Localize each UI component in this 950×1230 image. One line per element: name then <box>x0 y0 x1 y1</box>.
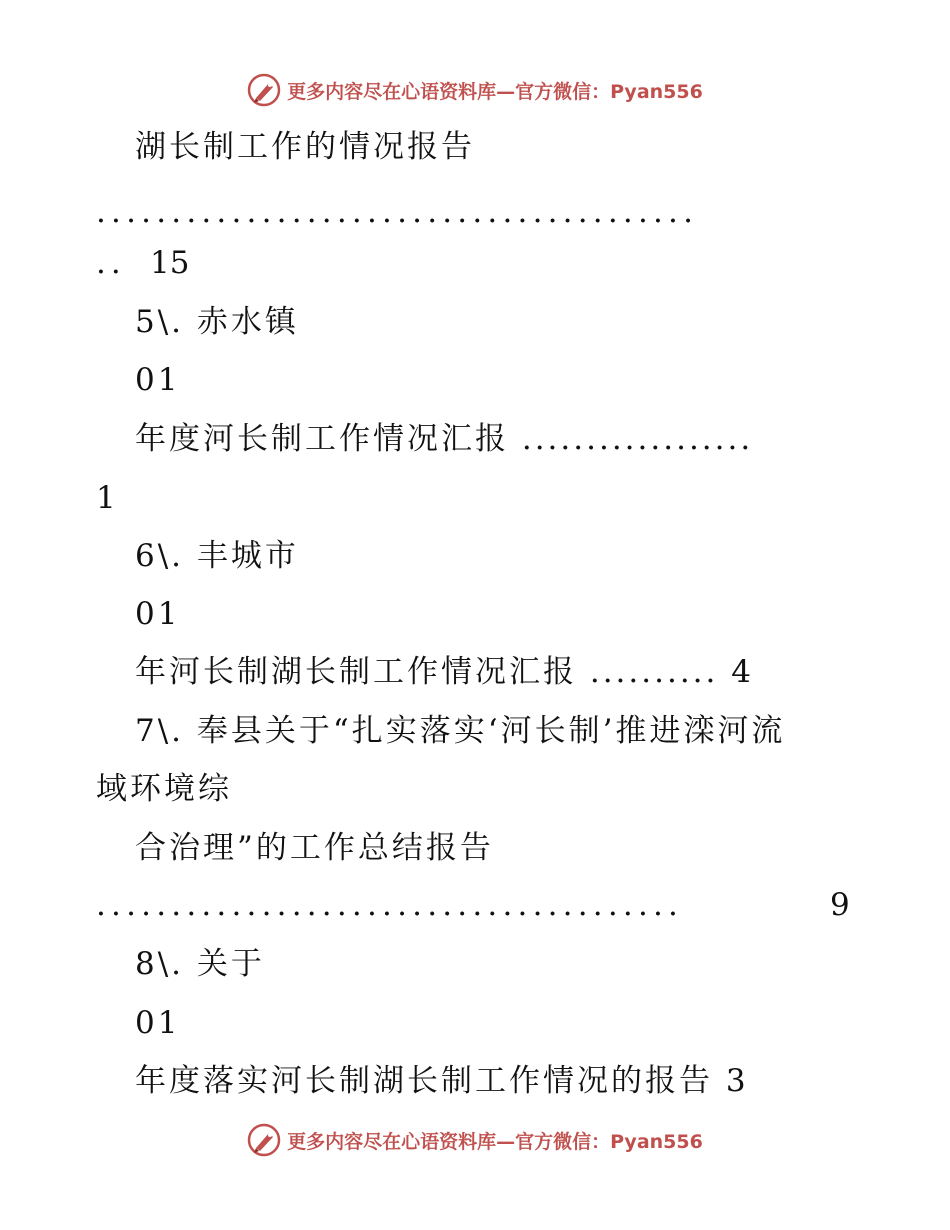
toc-entry-8-heading: 8\. 关于 <box>135 946 265 982</box>
watermark-text: 更多内容尽在心语资料库—官方微信：Pyan556 <box>287 1130 703 1153</box>
toc-entry-7-continued: 域环境综 <box>96 771 232 807</box>
watermark-text: 更多内容尽在心语资料库—官方微信：Pyan556 <box>287 80 703 103</box>
toc-entry-5-year: 01 <box>135 362 181 398</box>
toc-entry-8-year: 01 <box>135 1005 181 1041</box>
watermark-header <box>0 70 950 110</box>
pen-logo-icon <box>247 73 281 107</box>
toc-entry-4-title: 湖长制工作的情况报告 <box>135 129 475 165</box>
toc-page-number: 9 <box>830 887 850 923</box>
toc-entry-5-title: 年度河长制工作情况汇报 .................. <box>135 421 754 457</box>
toc-entry-6-year: 01 <box>135 596 181 632</box>
toc-entry-8-title: 年度落实河长制湖长制工作情况的报告 3 <box>135 1063 749 1099</box>
toc-page-number: 1 <box>96 480 119 516</box>
toc-leader-dots: ........................................ <box>96 194 699 230</box>
toc-leader-dots-end: .. <box>96 245 126 281</box>
watermark-footer <box>0 1120 950 1160</box>
toc-entry-6-heading: 6\. 丰城市 <box>135 538 299 574</box>
toc-entry-6-title: 年河长制湖长制工作情况汇报 .......... 4 <box>135 654 754 690</box>
pen-logo-icon <box>247 1123 281 1157</box>
toc-page-number: 15 <box>150 245 190 281</box>
toc-leader-dots: ....................................... <box>96 887 684 923</box>
toc-entry-5-heading: 5\. 赤水镇 <box>135 304 299 340</box>
toc-entry-7-title: 合治理”的工作总结报告 <box>135 830 494 866</box>
toc-entry-7-heading: 7\. 奉县关于“扎实落实‘河长制’推进滦河流 <box>135 713 786 749</box>
